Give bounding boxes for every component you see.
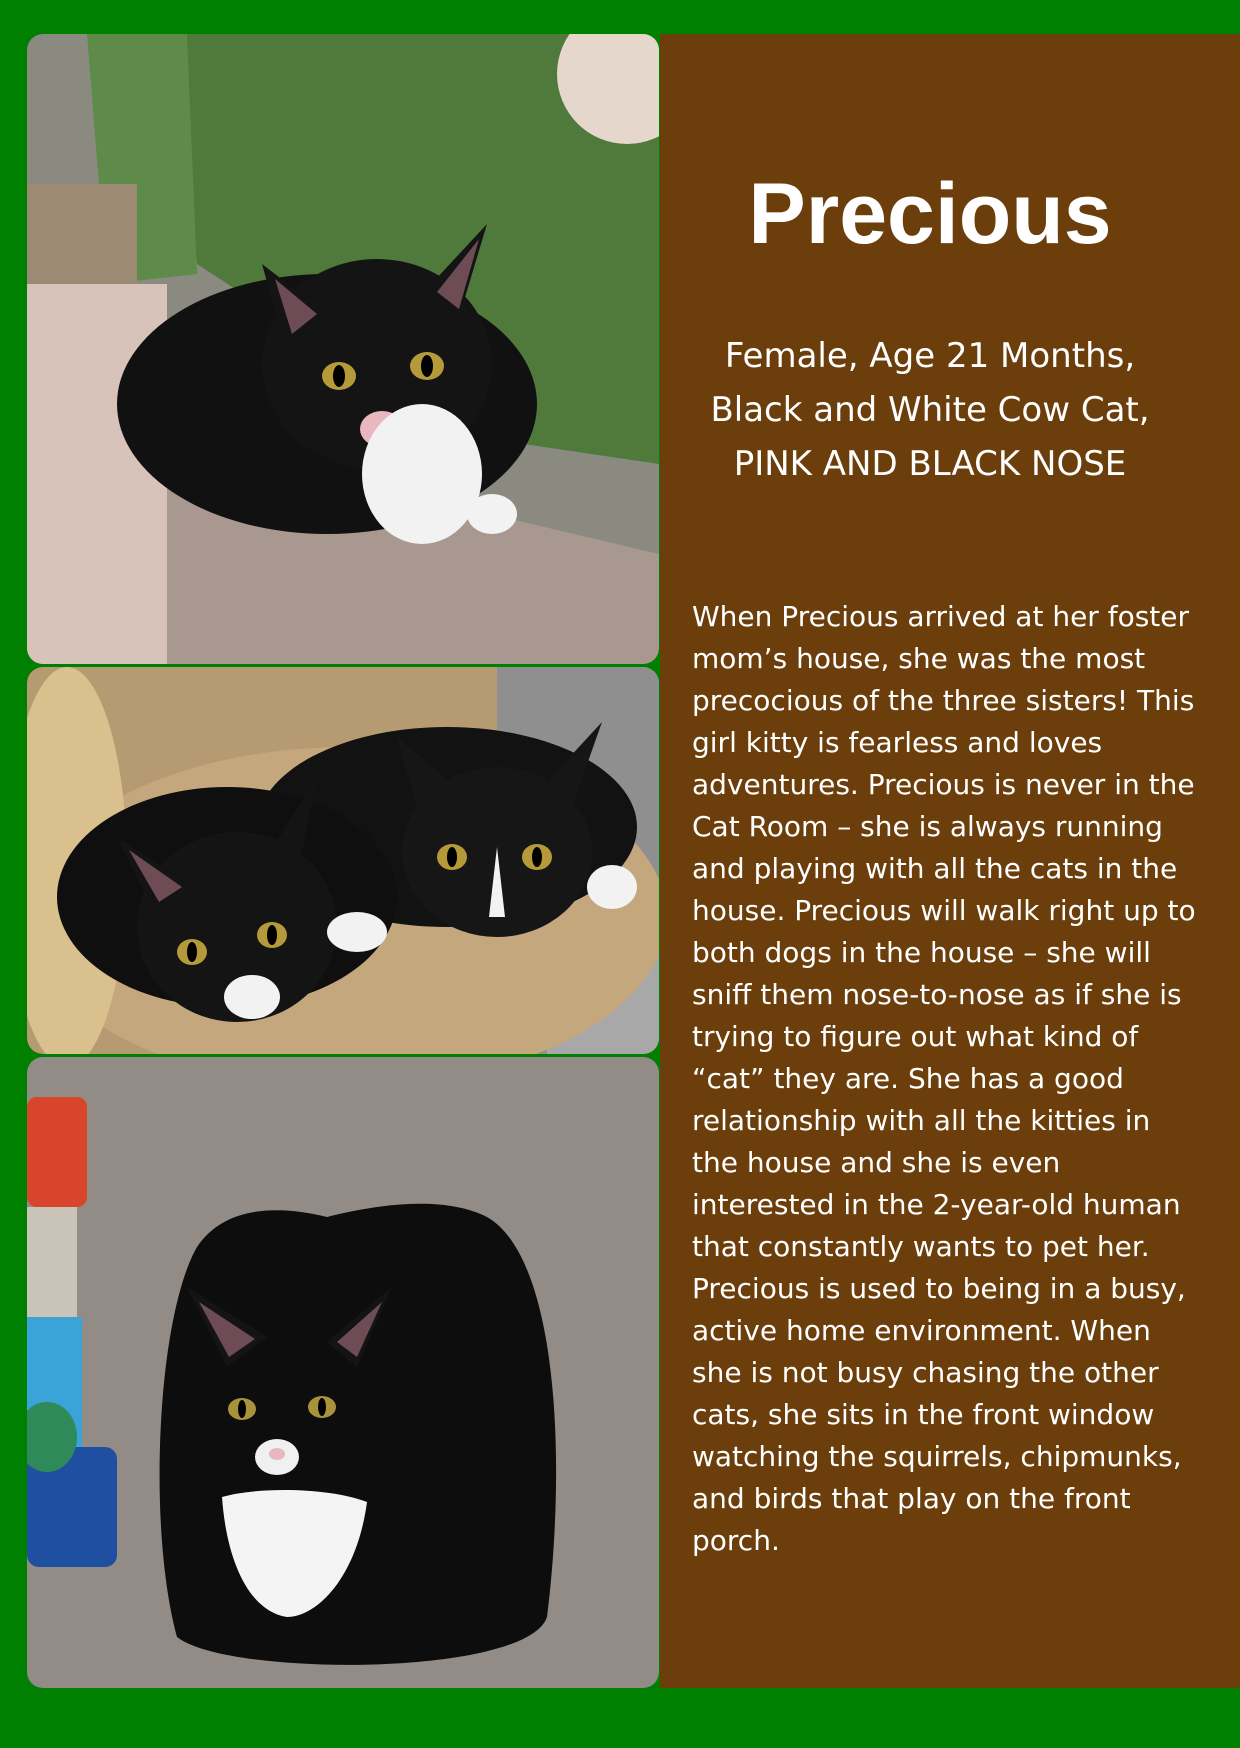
cat-photo-2	[27, 667, 659, 1054]
info-panel	[660, 34, 1240, 1688]
cat-photo-3	[27, 1057, 659, 1688]
pet-bio: When Precious arrived at her foster mom’s house, she was the most precocious of the three sisters! This girl kitty is fearless and loves adventures. Precious is never in the Cat Room – she is always running and playing with all the cats in the house. Precious will walk right up to both dogs in the house – she will sniff them nose-to-nose as if she is trying to figure out what kind of “cat” they are. She has a good relationship with all the kitties in the house and she is even interested in the 2-year-old human that constantly wants to pet her. Precious is used to being in a busy, active home environment. When she is not busy chasing the other cats, she sits in the front window watching the squirrels, chipmunks, and birds that play on the front porch.	[692, 600, 1196, 1557]
photo-column	[27, 34, 659, 1688]
summary-line-coat: Black and White Cow Cat,	[710, 390, 1150, 430]
pet-name: Precious	[748, 166, 1112, 262]
summary-line-nose: PINK AND BLACK NOSE	[733, 444, 1127, 484]
summary-line-sex-age: Female, Age 21 Months,	[724, 336, 1136, 376]
pet-summary	[660, 329, 1200, 491]
cat-photo-1	[27, 34, 659, 664]
